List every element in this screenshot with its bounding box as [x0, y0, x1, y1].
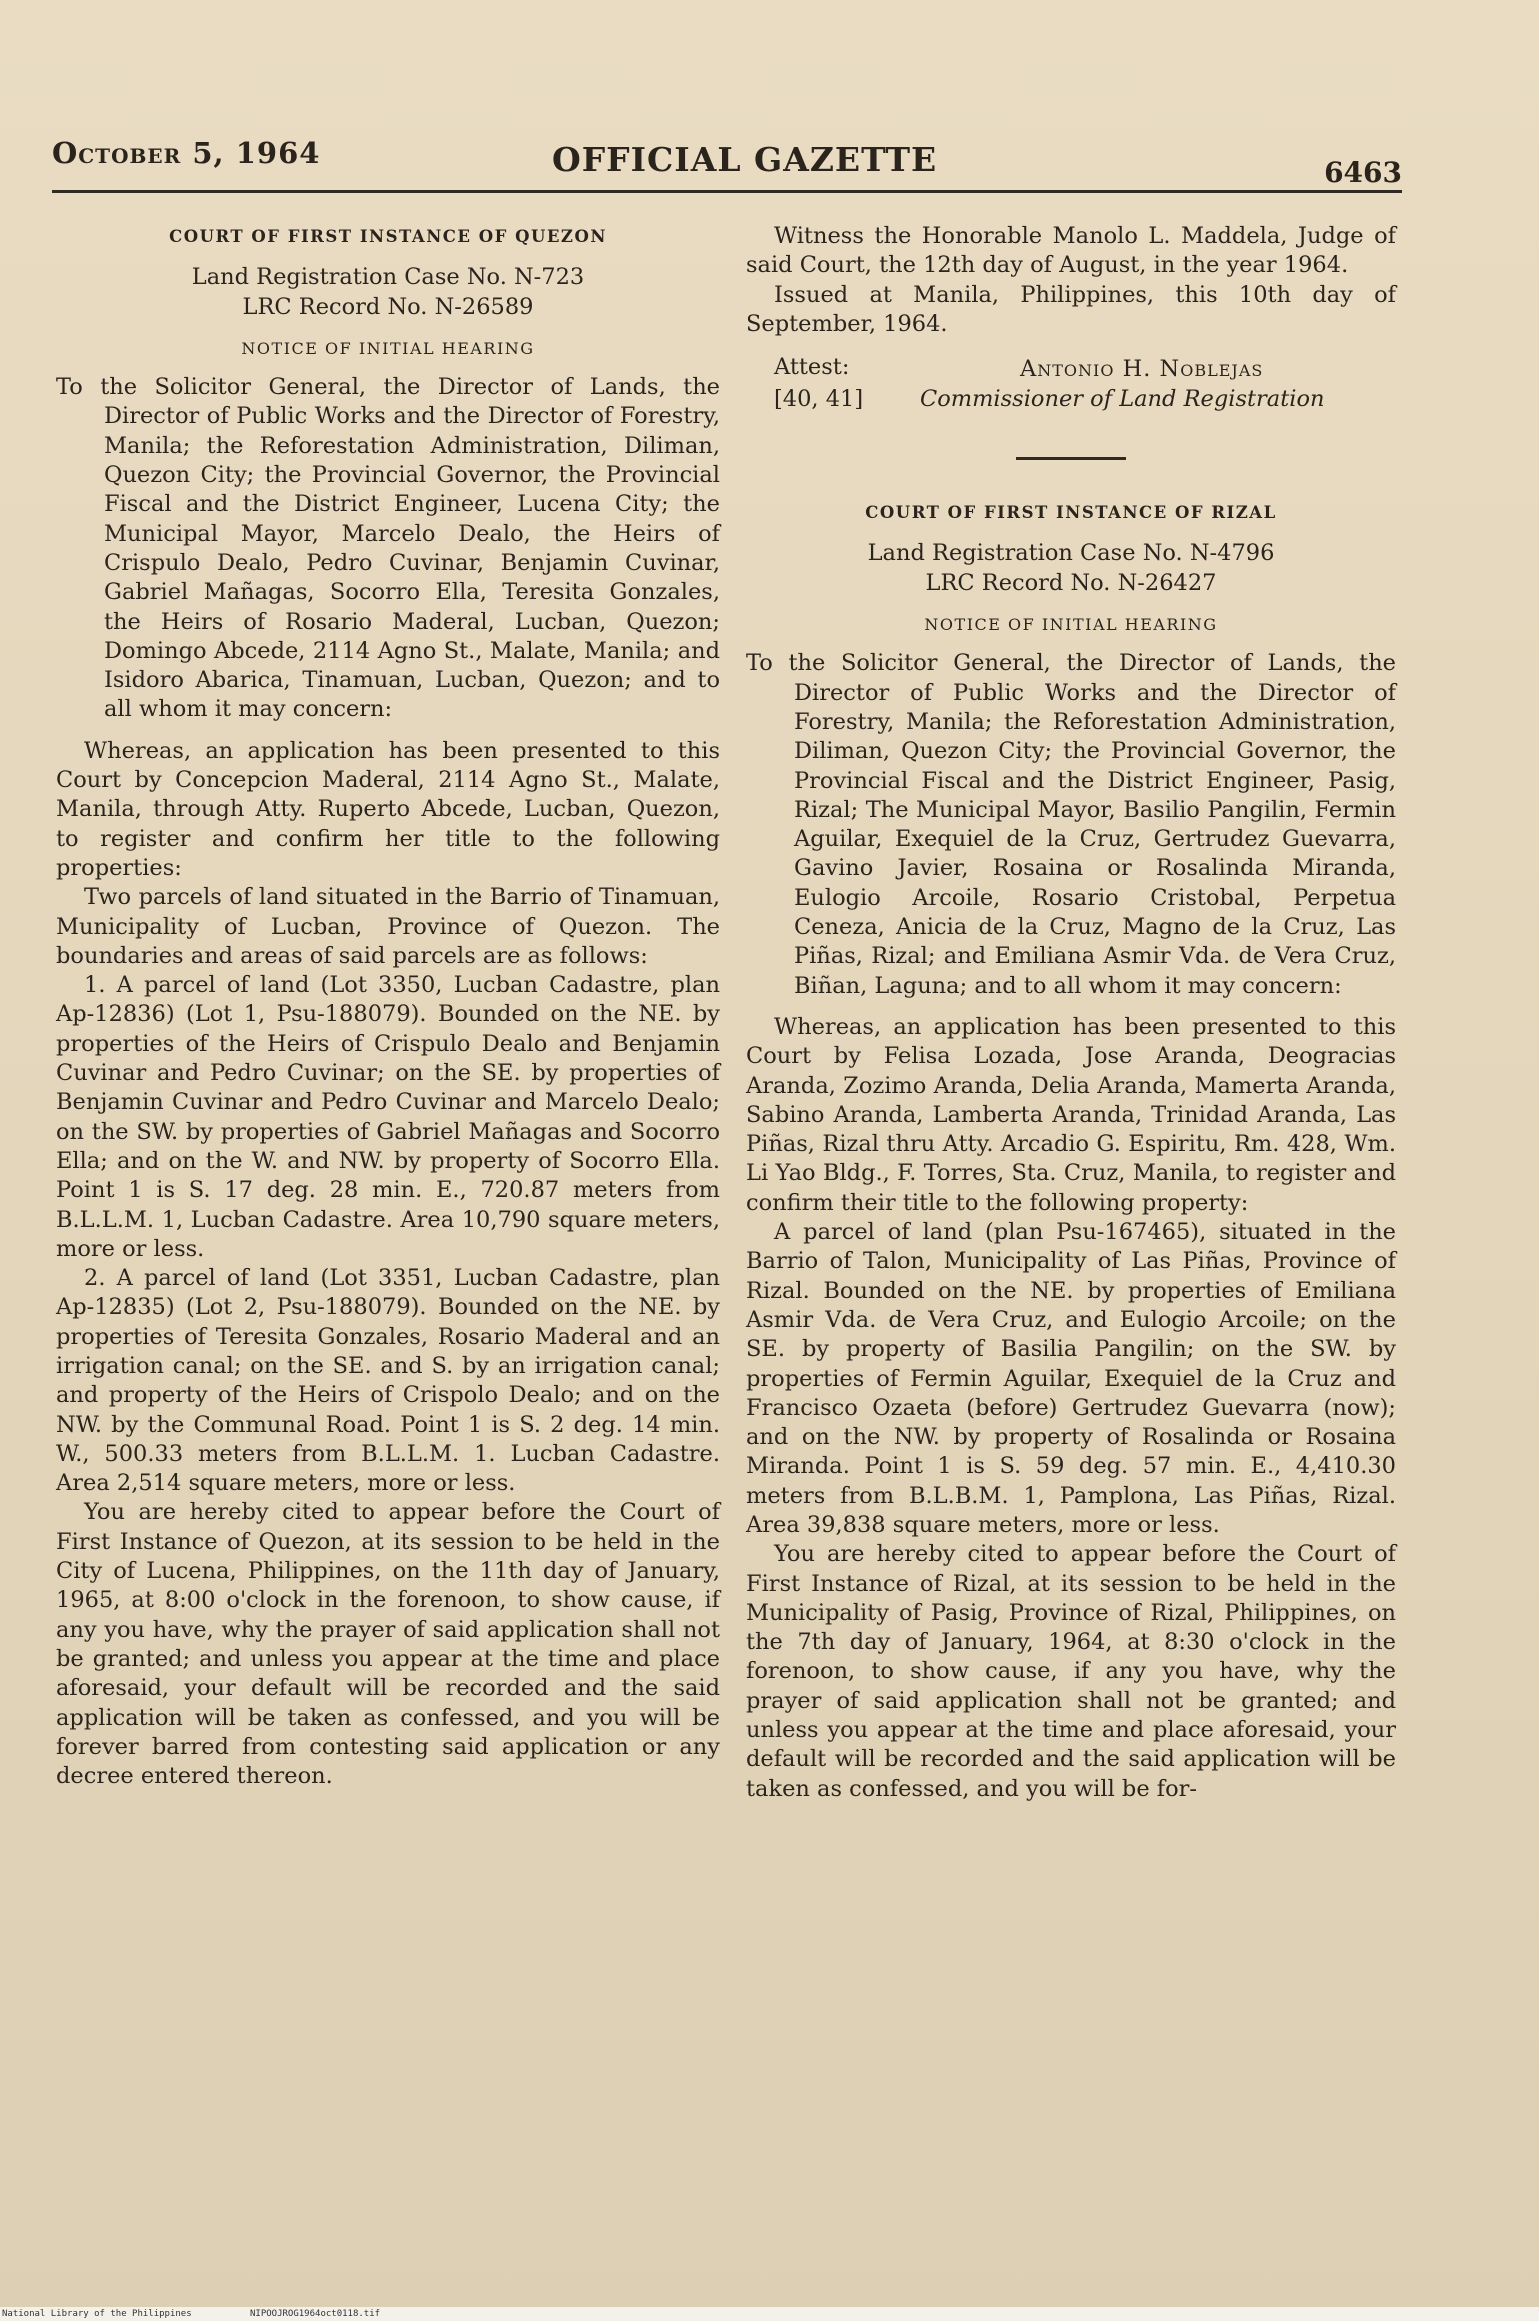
attestation-block: [746, 353, 1396, 417]
parcel-1: 1. A parcel of land (Lot 3350, Lucban Cadastre, plan Ap-12836) (Lot 1, Psu-188079). Bounded on the NE. by properties of the Heirs of Crispulo Dealo and Benjamin Cuvinar and Pedro Cuvinar; on the SE. by properties of Benjamin Cuvinar and Pedro Cuvinar and Marcelo Dealo; on the SW. by properties of Gabriel Mañagas and Socorro Ella; and on the W. and NW. by property of Socorro Ella. Point 1 is S. 17 deg. 28 min. E., 720.87 meters from B.L.L.M. 1, Lucban Cadastre. Area 10,790 square meters, more or less.: [56, 972, 720, 1262]
addressees: To the Solicitor General, the Director of Lands, the Director of Public Works and the Director of Forestry, Manila; the Reforestation Administration, Diliman, Quezon City; the Provincial Governor, the Provincial Fiscal and the District Engineer, Lucena City; the Municipal Mayor, Marcelo Dealo, the Heirs of Crispulo Dealo, Pedro Cuvinar, Benjamin Cuvinar, Gabriel Mañagas, Socorro Ella, Teresita Gonzales, the Heirs of Rosario Maderal, Lucban, Quezon; Domingo Abcede, 2114 Agno St., Malate, Manila; and Isidoro Abarica, Tinamuan, Lucban, Quezon; and to all whom it may concern:: [56, 374, 720, 723]
parcel: A parcel of land (plan Psu-167465), situated in the Barrio of Talon, Municipality of Las Piñas, Province of Rizal. Bounded on the NE. by properties of Emiliana Asmir Vda. de Vera Cruz, and Eulogio Arcoile; on the SE. by property of Basilia Pangilin; on the SW. by properties of Fermin Aguilar, Exequiel de la Cruz and Francisco Ozaeta (before) Gertrudez Guevarra (now); and on the NW. by property of Rosalinda or Rosaina Miranda. Point 1 is S. 59 deg. 57 min. E., 4,410.30 meters from B.L.B.M. 1, Pamplona, Las Piñas, Rizal. Area 39,838 square meters, more or less.: [746, 1219, 1396, 1538]
case-number: Land Registration Case No. N-4796: [867, 540, 1275, 567]
citation-paragraph: You are hereby cited to appear before the Court of First Instance of Quezon, at its session to be held in the City of Lucena, Philippines, on the 11th day of January, 1965, at 8:00 o'clock in the forenoon, to show cause, if any you have, why the prayer of said application shall not be granted; and unless you appear at the time and place aforesaid, your default will be recorded and the said application will be taken as confessed, and you will be forever barred from contesting said application or any decree entered thereon.: [56, 1499, 720, 1790]
parcels-intro: Two parcels of land situated in the Barrio of Tinamuan, Municipality of Lucban, Province of Quezon. The boundaries and areas of said parcels are as follows:: [56, 884, 720, 969]
court-heading: COURT OF FIRST INSTANCE OF RIZAL: [865, 503, 1277, 523]
addressees: To the Solicitor General, the Director of Lands, the Director of Public Works and the Director of Forestry, Manila; the Reforestation Administration, Diliman, Quezon City; the Provincial Governor, the Provincial Fiscal and the District Engineer, Pasig, Rizal; The Municipal Mayor, Basilio Pangilin, Fermin Aguilar, Exequiel de la Cruz, Gertrudez Guevarra, Gavino Javier, Rosaina or Rosalinda Miranda, Eulogio Arcoile, Rosario Cristobal, Perpetua Ceneza, Anicia de la Cruz, Magno de la Cruz, Las Piñas, Rizal; and Emiliana Asmir Vda. de Vera Cruz, Biñan, Laguna; and to all whom it may concern:: [746, 650, 1396, 999]
court-heading: COURT OF FIRST INSTANCE OF QUEZON: [169, 227, 607, 246]
citation-paragraph: You are hereby cited to appear before the Court of First Instance of Rizal, at its session to be held in the Municipality of Pasig, Province of Rizal, Philippines, on the 7th day of January, 1964, at 8:30 o'clock in the forenoon, to show cause, if any you have, why the prayer of said application shall not be granted; and unless you appear at the time and place aforesaid, your default will be recorded and the said application will be taken as confessed, and you will be for-: [746, 1541, 1396, 1802]
section-divider: [1016, 457, 1126, 460]
signatory-name: Antonio H. Noblejas: [1020, 356, 1264, 383]
notice-heading: NOTICE OF INITIAL HEARING: [924, 615, 1218, 635]
page-header: [52, 128, 1402, 188]
case-number: Land Registration Case No. N-723: [191, 264, 585, 291]
issued-paragraph: Issued at Manila, Philippines, this 10th day of September, 1964.: [746, 281, 1396, 337]
witness-paragraph: Witness the Honorable Manolo L. Maddela, Judge of said Court, the 12th day of August, in the year 1964.: [746, 223, 1396, 279]
right-column: [746, 222, 1396, 1804]
notice-heading: NOTICE OF INITIAL HEARING: [241, 338, 535, 358]
record-number: LRC Record No. N-26589: [242, 293, 534, 320]
scan-footer: [0, 2307, 1539, 2321]
page-number: 6463: [1324, 156, 1402, 189]
record-number: LRC Record No. N-26427: [925, 569, 1217, 596]
signatory-title: Commissioner of Land Registration: [920, 386, 1325, 413]
attest-reference: [40, 41]: [774, 386, 864, 413]
library-credit: National Library of the Philippines: [2, 2309, 192, 2319]
header-rule: [52, 190, 1402, 193]
left-column: [56, 222, 720, 1791]
issue-date: October 5, 1964: [52, 136, 321, 170]
attest-label: Attest:: [774, 354, 850, 381]
publication-title: OFFICIAL GAZETTE: [552, 140, 938, 179]
parcel-2: 2. A parcel of land (Lot 3351, Lucban Cadastre, plan Ap-12835) (Lot 2, Psu-188079). Bounded on the NE. by properties of Teresita Gonzales, Rosario Maderal and an irrigation canal; on the SE. and S. by an irrigation canal; and property of the Heirs of Crispolo Dealo; and on the NW. by the Communal Road. Point 1 is S. 2 deg. 14 min. W., 500.33 meters from B.L.L.M. 1. Lucban Cadastre. Area 2,514 square meters, more or less.: [56, 1265, 720, 1497]
whereas-paragraph: Whereas, an application has been presented to this Court by Concepcion Maderal, 2114 Agno St., Malate, Manila, through Atty. Ruperto Abcede, Lucban, Quezon, to register and confirm her title to the following properties:: [56, 737, 720, 881]
scan-filename: NIPOOJROG1964oct0118.tif: [250, 2309, 381, 2319]
whereas-paragraph: Whereas, an application has been presented to this Court by Felisa Lozada, Jose Aranda, Deogracias Aranda, Zozimo Aranda, Delia Aranda, Mamerta Aranda, Sabino Aranda, Lamberta Aranda, Trinidad Aranda, Las Piñas, Rizal thru Atty. Arcadio G. Espiritu, Rm. 428, Wm. Li Yao Bldg., F. Torres, Sta. Cruz, Manila, to register and confirm their title to the following property:: [746, 1013, 1396, 1216]
